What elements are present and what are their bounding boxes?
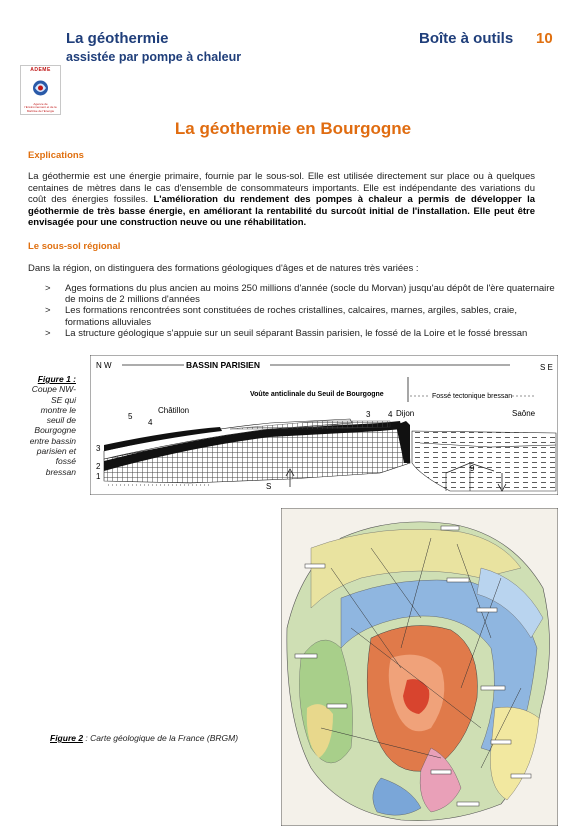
label-chatillon: Châtillon [158, 406, 190, 415]
label-saone: Saône [512, 409, 536, 418]
bullet-marker: > [45, 305, 51, 317]
list-item-text: Ages formations du plus ancien au moins 250 millions d'année (socle du Morvan) jusqu'au dépôt de l'ère quaternaire de moins de 2 millions d'années [65, 283, 555, 306]
label-bassin-parisien: BASSIN PARISIEN [186, 360, 260, 370]
label-layer-5: 5 [128, 412, 133, 421]
figure1-caption [28, 374, 76, 477]
label-s: S [266, 482, 272, 491]
formations-list [28, 283, 558, 339]
page-number: 10 [536, 30, 553, 47]
label-se: S E [540, 363, 553, 372]
label-layer-3b: 3 [366, 410, 371, 419]
figure2-caption [50, 733, 238, 743]
list-item [28, 283, 558, 305]
list-item [28, 328, 558, 339]
header-subtitle: assistée par pompe à chaleur [66, 50, 242, 64]
label-layer-4b: 4 [388, 410, 393, 419]
geological-map [281, 508, 558, 826]
label-fosse: Fossé tectonique bressan [432, 393, 513, 400]
figure1-caption-text: Coupe NW-SE qui montre le seuil de Bourgogne entre bassin parisien et fossé bressan [29, 384, 76, 477]
logo-text: ADEME [30, 67, 51, 73]
label-nw: N W [96, 361, 112, 370]
list-item [28, 305, 558, 327]
page-title: La géothermie en Bourgogne [174, 119, 412, 138]
figure2-caption-label: Figure 2 [50, 733, 84, 743]
explications-bold-text: L'amélioration du rendement des pompes à chaleur a permis de développer la géothermie de très basse énergie, en améliorant la rentabilité du surcoût initial de l'installation. Elle peut être envisagée pour une construction neuve ou une réhabilitation. [28, 194, 535, 228]
list-item-text: La structure géologique s'appuie sur un seuil séparant Bassin parisien, le fossé de la Loire et le fossé bressan [65, 327, 528, 339]
label-layer-9: 9 [470, 464, 475, 473]
header-section: Boîte à outils [419, 30, 514, 47]
explications-text: La géothermie est une énergie primaire, fournie par le sous-sol. Elle est utilisée directement sur place ou à quelques centaines de mètres dans le cas d'ensemble de consommateurs importants. Elle est indépendante des variations du coût des énergies fossiles. [28, 171, 535, 205]
figure2-caption-text: : Carte géologique de la France (BRGM) [83, 733, 239, 743]
section-heading-explications: Explications [28, 150, 84, 161]
section-heading-sous-sol: Le sous-sol régional [28, 241, 121, 252]
label-layer-3: 3 [96, 444, 101, 453]
bullet-marker: > [45, 283, 51, 294]
bullet-marker: > [45, 327, 51, 339]
list-item-text: Les formations rencontrées sont constituées de roches cristallines, calcaires, marnes, argiles, sables, craie, formations alluviales [65, 305, 517, 328]
figure1-caption-label: Figure 1 : [37, 374, 76, 384]
label-voute: Voûte anticlinale du Seuil de Bourgogne [250, 391, 384, 398]
header-title: La géothermie [66, 30, 169, 47]
label-dijon: Dijon [396, 409, 415, 418]
geological-cross-section [90, 355, 558, 495]
label-layer-1: 1 [96, 472, 101, 481]
ademe-logo [20, 65, 61, 115]
sous-sol-intro: Dans la région, on distinguera des formations géologiques d'âges et de natures très variées : [28, 263, 419, 274]
label-layer-4: 4 [148, 418, 153, 427]
logo-subtext: Agence de l'Environnement et de la Maîtrise de l'Energie [24, 102, 57, 113]
label-layer-2: 2 [96, 462, 101, 471]
explications-paragraph [28, 171, 535, 229]
